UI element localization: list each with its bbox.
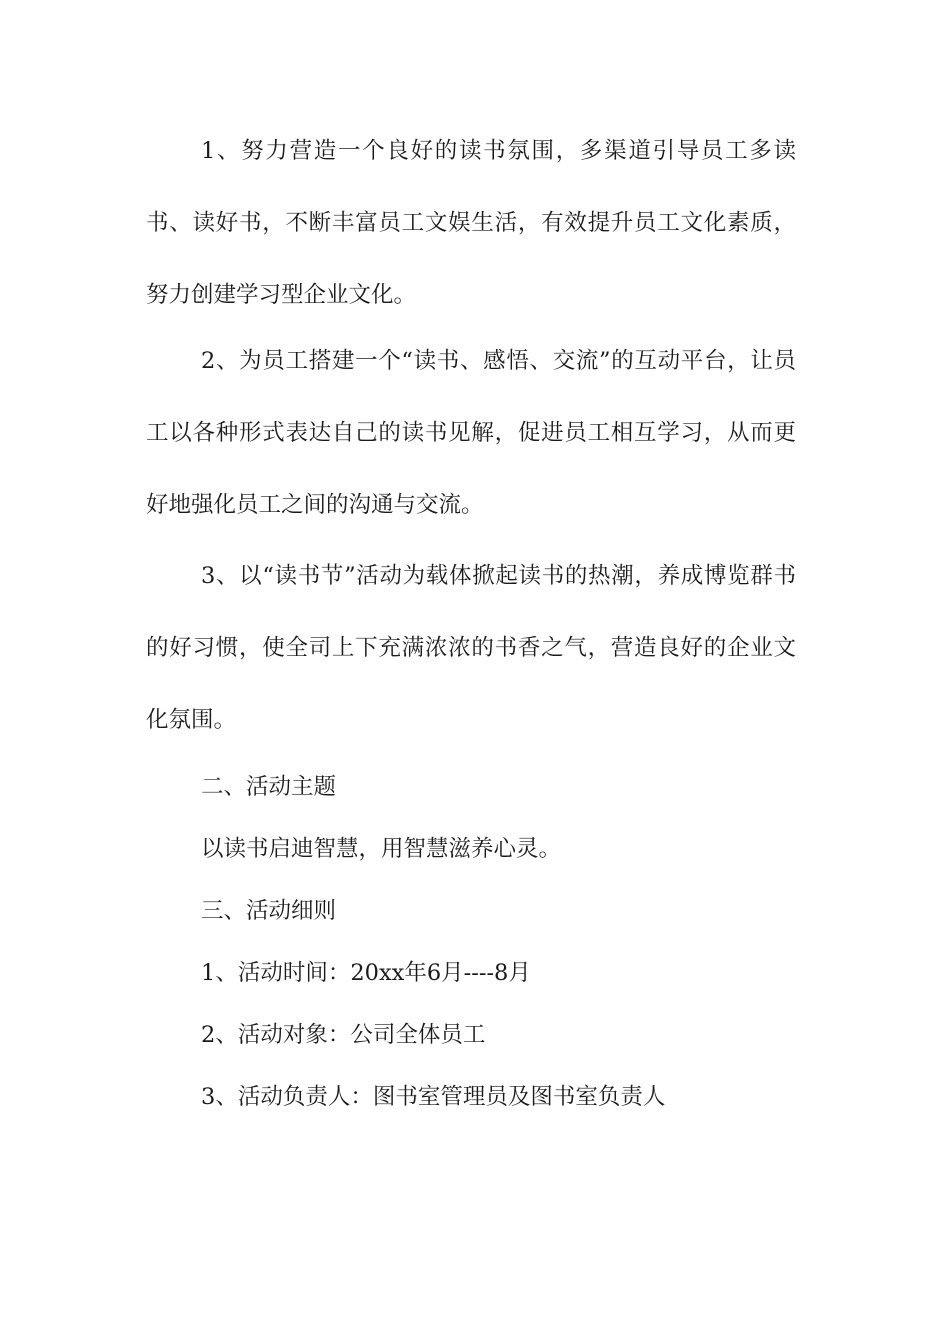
objective-paragraph-1: 1、努力营造一个良好的读书氛围，多渠道引导员工多读书、读好书，不断丰富员工文娱生活，有效提升员工文化素质，努力创建学习型企业文化。 (146, 138, 796, 308)
section-heading-theme: 二、活动主题 (201, 774, 337, 800)
rule-item-responsible: 3、活动负责人：图书室管理员及图书室负责人 (201, 1084, 666, 1110)
objective-paragraph-3: 3、以“读书节”活动为载体掀起读书的热潮，养成博览群书的好习惯，使全司上下充满浓浓的书香之气，营造良好的企业文化氛围。 (146, 563, 796, 733)
theme-text: 以读书启迪智慧，用智慧滋养心灵。 (201, 836, 562, 862)
rule-item-participants: 2、活动对象：公司全体员工 (201, 1022, 486, 1048)
rule-item-time: 1、活动时间：20xx年6月----8月 (201, 960, 531, 986)
objective-paragraph-2: 2、为员工搭建一个“读书、感悟、交流”的互动平台，让员工以各种形式表达自己的读书见解，促进员工相互学习，从而更好地强化员工之间的沟通与交流。 (146, 348, 796, 518)
section-heading-rules: 三、活动细则 (201, 898, 337, 924)
